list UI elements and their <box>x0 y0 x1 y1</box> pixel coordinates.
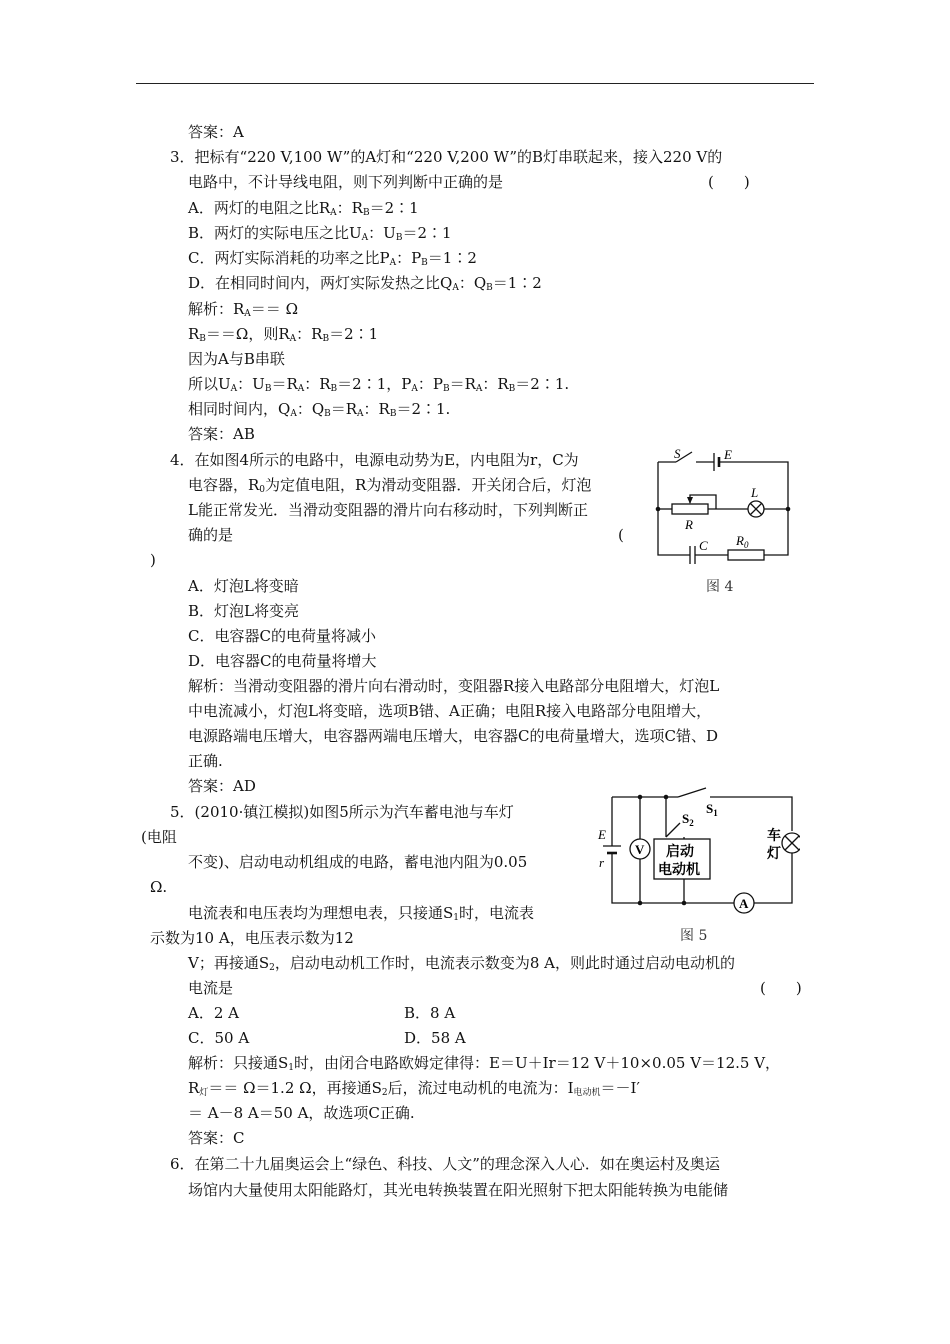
question-3-blank: ( ) <box>708 173 750 191</box>
question-5-line-1: 5．(2010·镇江模拟)如图5所示为汽车蓄电池与车灯 <box>170 803 514 821</box>
node-dot <box>786 507 791 512</box>
question-4-line-1: 4．在如图4所示的电路中，电源电动势为E，内电阻为r，C为 <box>170 451 579 469</box>
q4-solution-3: 电源路端电压增大，电容器两端电压增大，电容器C的电荷量增大，选项C错、D <box>188 727 718 745</box>
question-5-line-8: 电流是 <box>188 979 234 997</box>
fig5-emf-label: E <box>598 827 606 842</box>
answer-q3: 答案：AB <box>188 425 255 443</box>
fig4-emf-label: E <box>724 447 732 462</box>
header-rule <box>136 83 814 84</box>
question-5-blank: ( ) <box>760 979 802 997</box>
question-4-line-4: 确的是 <box>188 526 234 544</box>
q3-option-b: B．两灯的实际电压之比$U_A$：$U_B=2∶1$ <box>188 224 452 243</box>
question-4-blank-close: ) <box>150 551 156 569</box>
q5-option-b: B．8 A <box>404 1004 456 1022</box>
question-4-line-3: L能正常发光．当滑动变阻器的滑片向右移动时，下列判断正 <box>188 501 588 519</box>
node-dot <box>656 507 661 512</box>
fig5-s1-label: $S_1$ <box>706 801 718 818</box>
q4-option-a: A．灯泡L将变暗 <box>188 577 299 595</box>
fig4-capacitor-label: C <box>699 538 708 553</box>
question-3-line-2: 电路中，不计导线电阻，则下列判断中正确的是 <box>188 173 504 191</box>
q5-option-c: C．50 A <box>188 1029 250 1047</box>
q5-solution-2: $R_灯== \Omega=1.2$ Ω，再接通$S_2$后，流过电动机的电流为：$I_{电动机}=-I'$ <box>188 1079 640 1098</box>
circuit-figure-4 <box>648 447 798 567</box>
fig4-lamp-label: L <box>751 485 759 500</box>
question-6-line-1: 6．在第二十九届奥运会上“绿色、科技、人文”的理念深入人心．如在奥运村及奥运 <box>170 1155 720 1173</box>
q3-solution-5: 相同时间内，$Q_A$：$Q_B=R_A$：$R_B=2∶1$. <box>188 400 451 419</box>
q4-solution-1: 解析：当滑动变阻器的滑片向右滑动时，变阻器R接入电路部分电阻增大，灯泡L <box>188 677 720 695</box>
fig4-switch-label: S <box>674 447 681 461</box>
answer-q4: 答案：AD <box>188 777 256 795</box>
q5-solution-1: 解析：只接通$S_1$时，由闭合电路欧姆定律得：E＝U＋Ir＝12 V＋10×0.05 V＝12.5 V， <box>188 1054 781 1073</box>
fig5-s2-label: $S_2$ <box>682 811 694 828</box>
question-4-blank-open: ( <box>618 526 624 544</box>
question-3-line-1: 3．把标有“220 V,100 W”的A灯和“220 V,200 W”的B灯串联起来，接入220 V的 <box>170 148 723 166</box>
q3-solution-3: 因为A与B串联 <box>188 350 285 368</box>
q5-solution-3: ＝ A－8 A＝50 A，故选项C正确. <box>188 1104 415 1122</box>
question-5-line-6: 示数为10 A，电压表示数为12 <box>150 929 354 947</box>
answer-q2: 答案：A <box>188 123 244 141</box>
question-5-line-7: V；再接通$S_2$，启动电动机工作时，电流表示数变为8 A，则此时通过启动电动机的 <box>188 954 735 973</box>
q4-option-b: B．灯泡L将变亮 <box>188 602 299 620</box>
car-lamp-label-1: 车 <box>767 829 781 844</box>
fig4-r0-label: $R_0$ <box>736 533 749 550</box>
ammeter-label: A <box>739 896 749 911</box>
q3-solution-2: $R_B==\Omega$，则$R_A$：$R_B=2∶1$ <box>188 325 379 344</box>
question-4-line-2: 电容器，$R_0$为定值电阻，R为滑动变阻器．开关闭合后，灯泡 <box>188 476 592 495</box>
figure-5-caption: 图 5 <box>680 928 708 944</box>
circuit-figure-5 <box>596 787 800 917</box>
voltmeter-label: V <box>635 842 645 857</box>
q3-option-c: C．两灯实际消耗的功率之比$P_A$：$P_B=1∶2$ <box>188 249 477 268</box>
node-dot <box>638 795 643 800</box>
node-dot <box>682 901 687 906</box>
question-5-line-4: Ω. <box>150 878 168 896</box>
q5-option-d: D．58 A <box>404 1029 466 1047</box>
q3-solution-4: 所以$U_A$：$U_B=R_A$：$R_B=2∶1$，$P_A$：$P_B=R_A$：$R_B=2∶1$. <box>188 375 570 394</box>
car-lamp-label-2: 灯 <box>767 847 781 862</box>
q4-option-c: C．电容器C的电荷量将减小 <box>188 627 376 645</box>
question-5-line-2: (电阻 <box>141 828 177 846</box>
question-5-line-5: 电流表和电压表均为理想电表，只接通$S_1$时，电流表 <box>188 904 535 923</box>
q5-option-a: A．2 A <box>188 1004 239 1022</box>
node-dot <box>638 901 643 906</box>
q3-option-a: A．两灯的电阻之比$R_A$：$R_B=2∶1$ <box>188 199 419 218</box>
q4-solution-2: 中电流减小，灯泡L将变暗，选项B错、A正确；电阻R接入电路部分电阻增大， <box>188 702 712 720</box>
motor-label-1: 启动 <box>666 845 694 860</box>
answer-q5: 答案：C <box>188 1129 245 1147</box>
question-5-line-3: 不变)、启动电动机组成的电路，蓄电池内阻为0.05 <box>188 853 528 871</box>
q4-solution-4: 正确. <box>188 752 223 770</box>
node-dot <box>664 795 669 800</box>
figure-4-caption: 图 4 <box>706 579 734 595</box>
question-6-line-2: 场馆内大量使用太阳能路灯，其光电转换装置在阳光照射下把太阳能转换为电能储 <box>188 1181 729 1199</box>
fig4-resistor-label: R <box>685 517 693 532</box>
motor-label-2: 电动机 <box>658 863 700 878</box>
fig5-internal-label: r <box>599 855 605 870</box>
q3-solution-1: 解析：$R_A== \Omega$ <box>188 300 299 319</box>
q3-option-d: D．在相同时间内，两灯实际发热之比$Q_A$：$Q_B=1∶2$ <box>188 274 542 293</box>
q4-option-d: D．电容器C的电荷量将增大 <box>188 652 377 670</box>
